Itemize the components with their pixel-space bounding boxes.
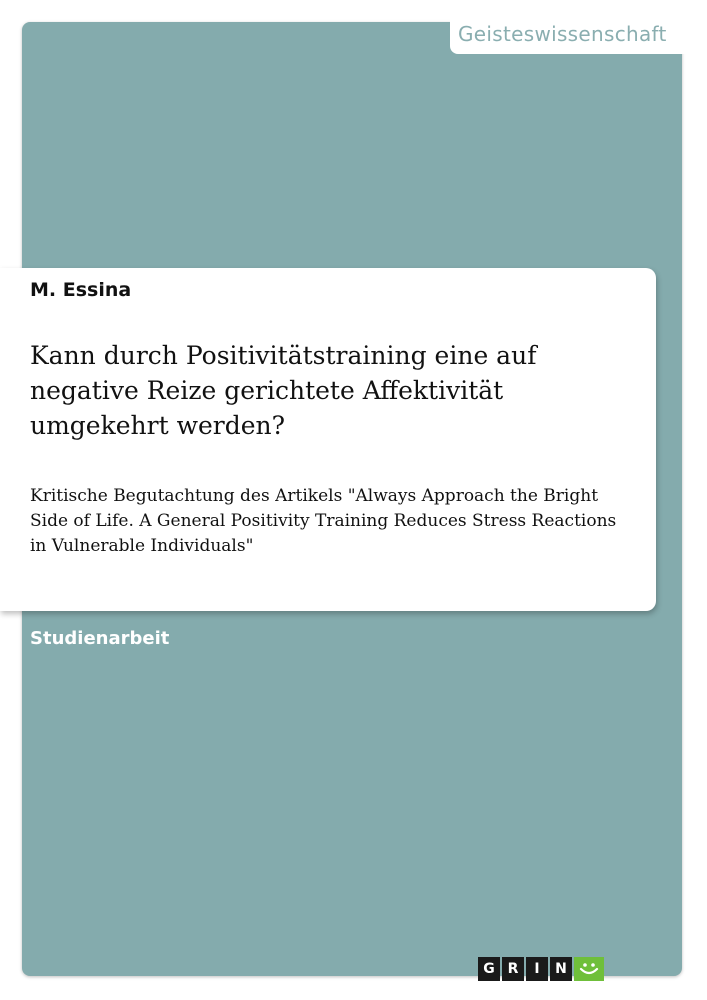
logo-letter-i: I [526,957,548,981]
logo-letter-g: G [478,957,500,981]
category-label: Geisteswissenschaft [458,22,667,46]
grin-logo [478,957,604,983]
logo-letter-n: N [550,957,572,981]
logo-letter-r: R [502,957,524,981]
smile-icon [574,957,604,981]
document-type: Studienarbeit [30,628,170,649]
author-name: M. Essina [30,279,132,301]
book-title: Kann durch Positivitätstraining eine auf negative Reize gerichtete Affektivität umgekehrt werden? [30,341,537,440]
book-subtitle: Kritische Begutachtung des Artikels "Always Approach the Bright Side of Life. A General Positivity Training Reduces Stress Reactions in Vulnerable Individuals" [30,486,617,556]
